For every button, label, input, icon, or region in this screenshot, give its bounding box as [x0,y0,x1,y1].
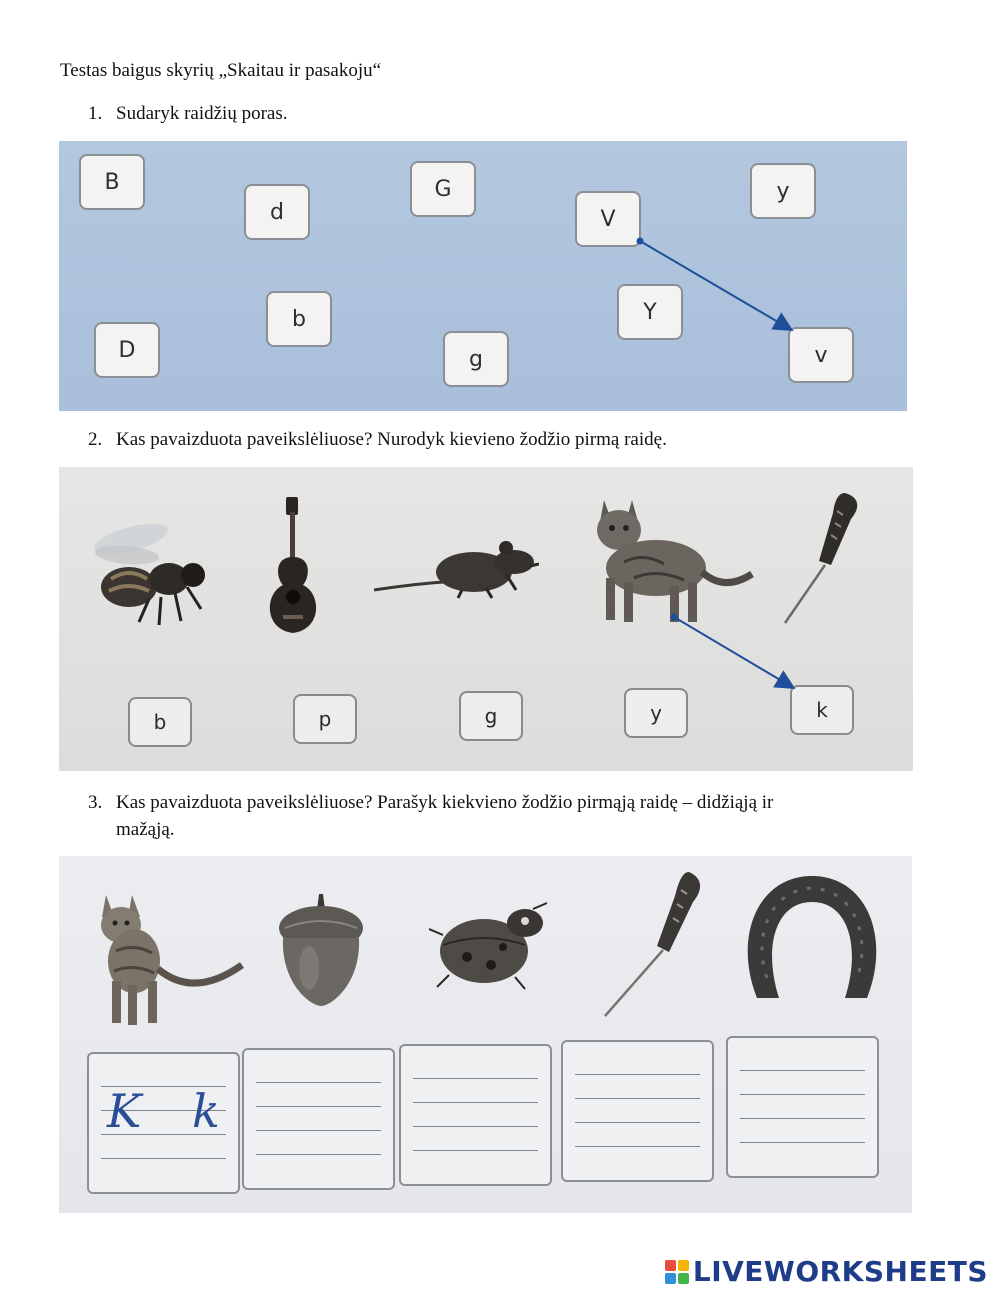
letter-tile-g[interactable]: g [443,331,509,387]
ladybug-icon [429,901,549,991]
write-letters-panel [59,856,912,1213]
cat-icon [94,891,244,1026]
write-box-5[interactable] [726,1036,879,1178]
logo-square [665,1260,676,1271]
logo-square [665,1273,676,1284]
logo-square [678,1260,689,1271]
task-2-instruction [88,429,667,451]
logo-squares-icon [665,1260,689,1284]
example-cursive-letters: K k [107,1084,238,1138]
letter-tile-d[interactable]: d [244,184,310,240]
letter-choice-k[interactable]: k [790,685,854,735]
letter-tile-D[interactable]: D [94,322,160,378]
first-letter-panel [59,467,913,771]
letter-pairs-panel [59,141,907,411]
letter-tile-B[interactable]: B [79,154,145,210]
task-text: Sudaryk raidžių poras. [116,103,288,124]
write-box-4[interactable] [561,1040,714,1182]
liveworksheets-logo[interactable] [665,1255,988,1288]
task-number: 1. [88,103,103,124]
letter-choice-p[interactable]: p [293,694,357,744]
letter-choice-b[interactable]: b [128,697,192,747]
letter-choice-g[interactable]: g [459,691,523,741]
awl-icon [599,868,709,1018]
task-text: Kas pavaizduota paveikslėliuose? Parašyk kiekvieno žodžio pirmąją raidę – didžiąją ir [116,792,774,813]
letter-tile-V[interactable]: V [575,191,641,247]
letter-tile-G[interactable]: G [410,161,476,217]
write-box-2[interactable] [242,1048,395,1190]
task-text: Kas pavaizduota paveikslėliuose? Nurodyk kievieno žodžio pirmą raidę. [116,429,667,450]
write-box-1[interactable] [87,1052,240,1194]
write-box-3[interactable] [399,1044,552,1186]
brand-name: LIVEWORKSHEETS [692,1255,988,1288]
example-connection-arrow [59,467,913,771]
example-connection-arrow [59,141,907,411]
task-text-continuation: mažąją. [116,819,175,840]
task-number: 3. [88,792,103,813]
letter-tile-y[interactable]: y [750,163,816,219]
task-1-instruction [88,103,287,125]
letter-tile-Y[interactable]: Y [617,284,683,340]
letter-tile-v[interactable]: v [788,327,854,383]
letter-choice-y[interactable]: y [624,688,688,738]
logo-square [678,1273,689,1284]
acorn-icon [271,894,371,1009]
task-number: 2. [88,429,103,450]
letter-tile-b[interactable]: b [266,291,332,347]
horseshoe-icon [737,868,887,1008]
page-title: Testas baigus skyrių „Skaitau ir pasakoju“ [60,60,382,81]
task-3-instruction [88,789,918,843]
